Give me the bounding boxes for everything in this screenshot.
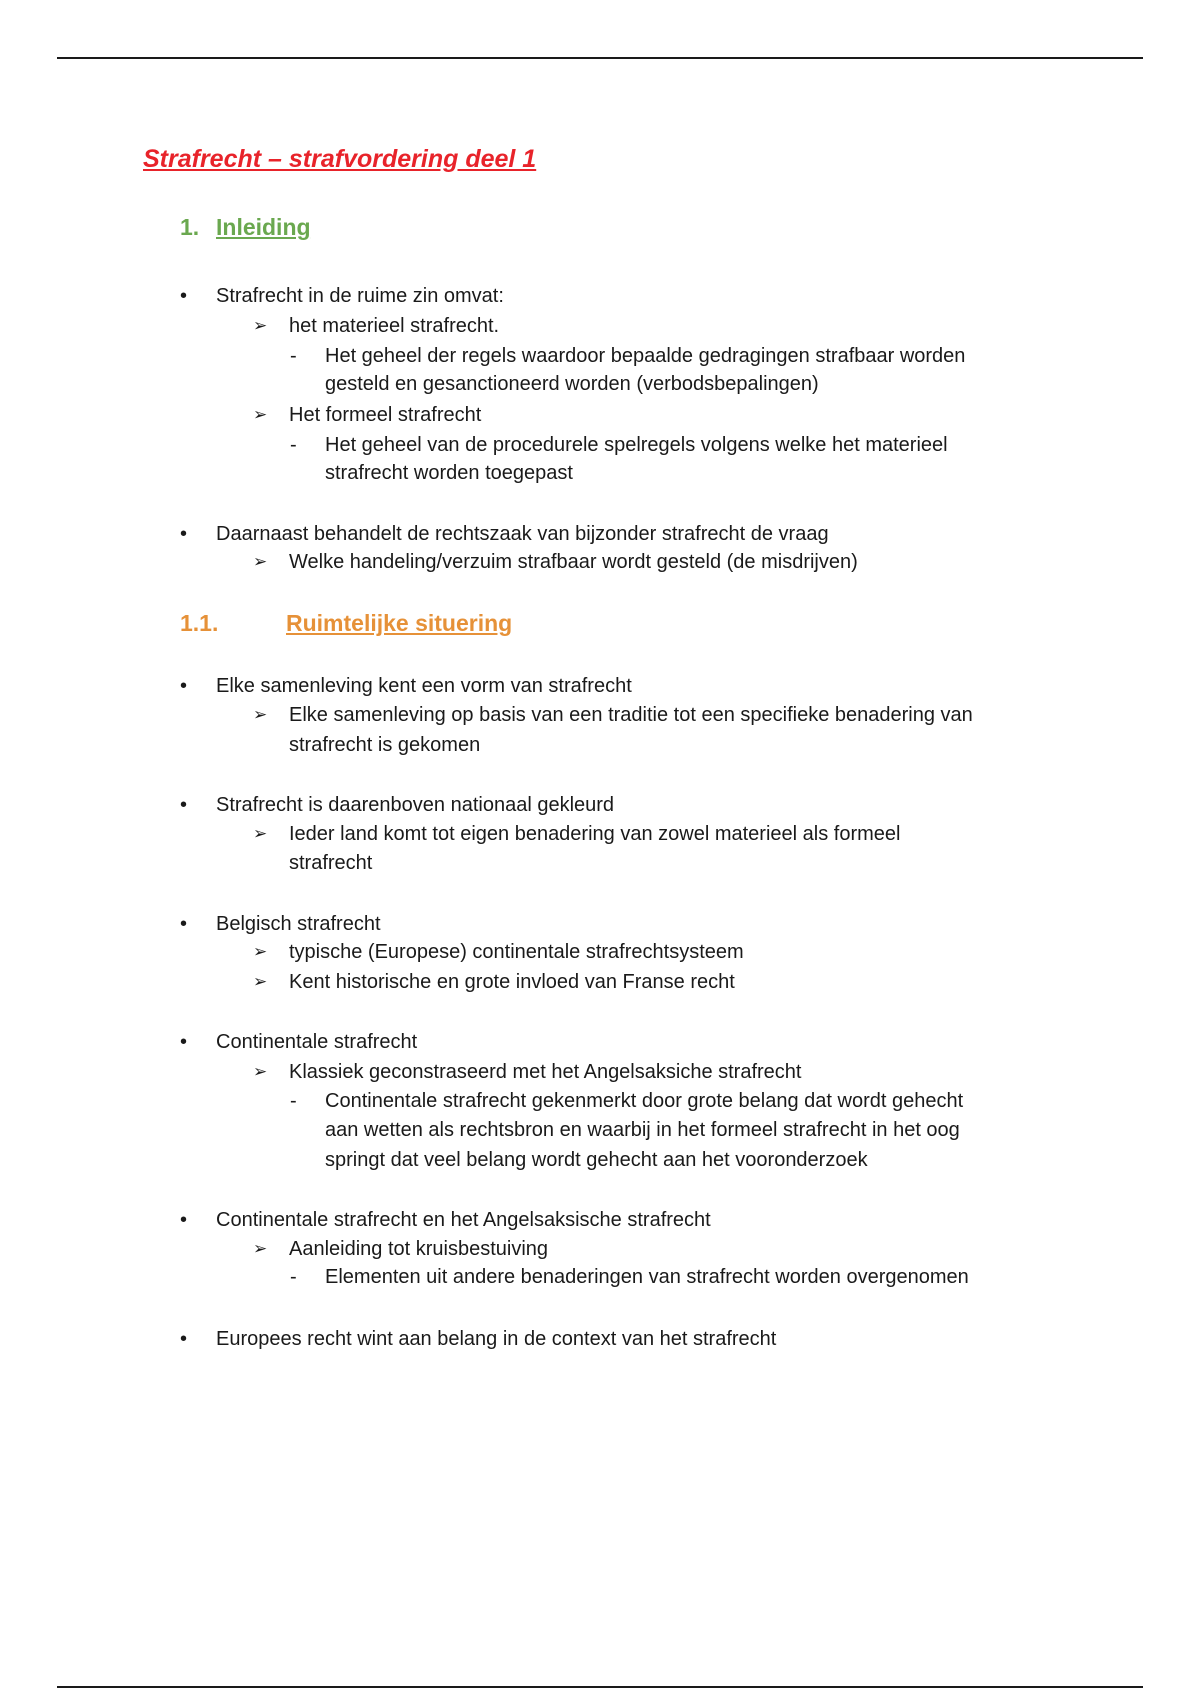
list-item: Het geheel der regels waardoor bepaalde gedragingen strafbaar worden <box>325 345 966 367</box>
list-item: Strafrecht is daarenboven nationaal gekleurd <box>216 794 615 816</box>
list-item: gesteld en gesanctioneerd worden (verbodsbepalingen) <box>325 373 819 395</box>
arrow-bullet-icon: ➢ <box>253 316 268 335</box>
bullet-icon: • <box>180 913 188 935</box>
list-item: Elke samenleving kent een vorm van strafrecht <box>216 675 632 697</box>
list-item: Strafrecht in de ruime zin omvat: <box>216 285 504 307</box>
list-item: strafrecht <box>289 852 373 874</box>
list-item: Europees recht wint aan belang in de context van het strafrecht <box>216 1328 777 1350</box>
section-number: 1.1. <box>180 610 219 636</box>
list-item: het materieel strafrecht. <box>289 315 500 337</box>
bullet-icon: • <box>180 1328 188 1350</box>
section-heading-inleiding <box>180 214 311 241</box>
section-title: Ruimtelijke situering <box>286 610 513 636</box>
arrow-bullet-icon: ➢ <box>253 405 268 424</box>
section-heading-ruimtelijke-situering <box>180 610 512 637</box>
bullet-icon: • <box>180 1209 188 1231</box>
list-item: Kent historische en grote invloed van Franse recht <box>289 971 735 993</box>
arrow-bullet-icon: ➢ <box>253 942 268 961</box>
list-item: strafrecht worden toegepast <box>325 462 573 484</box>
list-item: Elementen uit andere benaderingen van strafrecht worden overgenomen <box>325 1266 969 1288</box>
bullet-icon: • <box>180 675 188 697</box>
list-item: Daarnaast behandelt de rechtszaak van bijzonder strafrecht de vraag <box>216 523 829 545</box>
header-rule <box>57 57 1143 59</box>
bullet-icon: • <box>180 285 188 307</box>
list-item: Continentale strafrecht gekenmerkt door grote belang dat wordt gehecht <box>325 1090 964 1112</box>
footer-rule <box>57 1686 1143 1688</box>
arrow-bullet-icon: ➢ <box>253 824 268 843</box>
list-item: springt dat veel belang wordt gehecht aan het vooronderzoek <box>325 1149 868 1171</box>
list-item: Klassiek geconstraseerd met het Angelsaksiche strafrecht <box>289 1061 802 1083</box>
section-title: Inleiding <box>216 214 311 240</box>
document-title: Strafrecht – strafvordering deel 1 <box>143 145 537 173</box>
list-item: Ieder land komt tot eigen benadering van zowel materieel als formeel <box>289 823 901 845</box>
list-item: aan wetten als rechtsbron en waarbij in het formeel strafrecht in het oog <box>325 1119 960 1141</box>
list-item: Het formeel strafrecht <box>289 404 482 426</box>
dash-bullet-icon: - <box>290 434 297 456</box>
dash-bullet-icon: - <box>290 1090 297 1112</box>
list-item: Elke samenleving op basis van een traditie tot een specifieke benadering van <box>289 704 973 726</box>
list-item: Continentale strafrecht en het Angelsaksische strafrecht <box>216 1209 711 1231</box>
arrow-bullet-icon: ➢ <box>253 1239 268 1258</box>
bullet-icon: • <box>180 523 188 545</box>
list-item: Het geheel van de procedurele spelregels volgens welke het materieel <box>325 434 948 456</box>
dash-bullet-icon: - <box>290 1266 297 1288</box>
list-item: Belgisch strafrecht <box>216 913 381 935</box>
list-item: Aanleiding tot kruisbestuiving <box>289 1238 549 1260</box>
list-item: Continentale strafrecht <box>216 1031 418 1053</box>
list-item: typische (Europese) continentale strafrechtsysteem <box>289 941 744 963</box>
arrow-bullet-icon: ➢ <box>253 1062 268 1081</box>
bullet-icon: • <box>180 794 188 816</box>
list-item: Welke handeling/verzuim strafbaar wordt gesteld (de misdrijven) <box>289 551 858 573</box>
arrow-bullet-icon: ➢ <box>253 972 268 991</box>
dash-bullet-icon: - <box>290 345 297 367</box>
section-number: 1. <box>180 214 200 240</box>
arrow-bullet-icon: ➢ <box>253 705 268 724</box>
arrow-bullet-icon: ➢ <box>253 552 268 571</box>
list-item: strafrecht is gekomen <box>289 734 481 756</box>
bullet-icon: • <box>180 1031 188 1053</box>
